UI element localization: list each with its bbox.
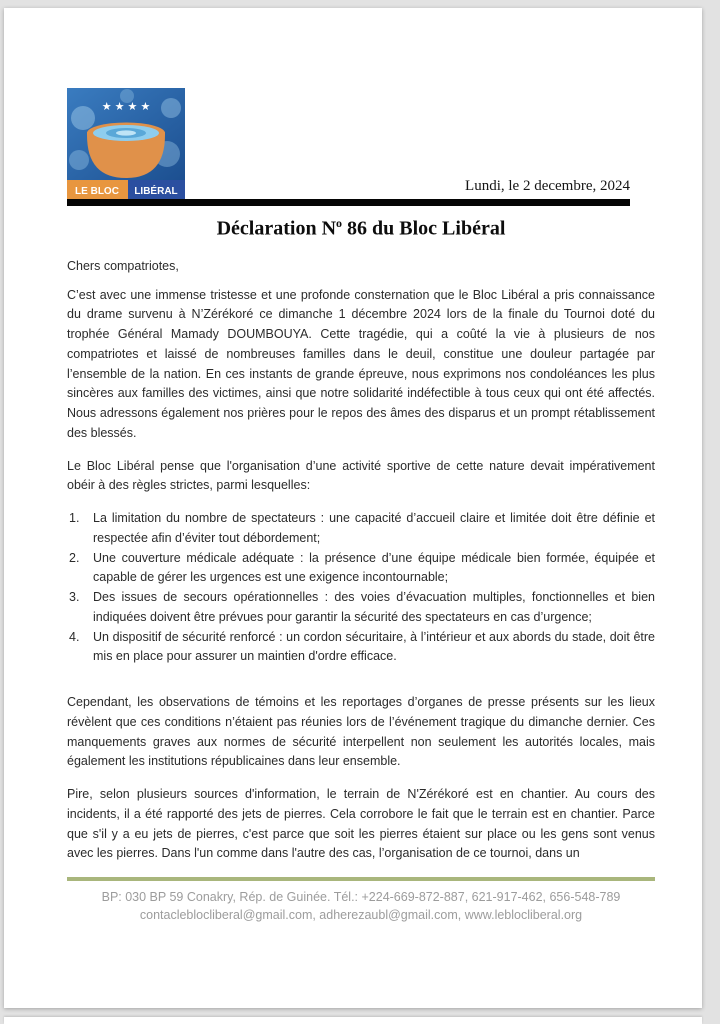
footer-contact bbox=[67, 888, 655, 924]
banner-text-liberal: LIBÉRAL bbox=[134, 186, 178, 197]
document-date: Lundi, le 2 decembre, 2024 bbox=[465, 178, 630, 194]
list-item-number: 2. bbox=[69, 550, 80, 565]
document-body bbox=[67, 216, 655, 924]
title-ordinal: o bbox=[336, 216, 343, 230]
logo-stars: ★ ★ ★ ★ bbox=[101, 101, 151, 113]
list-item-number: 3. bbox=[69, 590, 80, 605]
title-prefix: Déclaration N bbox=[216, 217, 337, 240]
footer-emails-website: contacleblocliberal@gmail.com, adherezaubl@gmail.com, www.leblocliberal.org bbox=[139, 907, 583, 922]
list-item-number: 1. bbox=[69, 511, 80, 526]
banner-text-le-bloc: LE BLOC bbox=[75, 186, 119, 197]
next-page-edge bbox=[4, 1017, 702, 1024]
salutation: Chers compatriotes, bbox=[67, 258, 179, 273]
list-item-number: 4. bbox=[69, 629, 80, 644]
paragraph-regles-intro: Le Bloc Libéral pense que l'organisation d’une activité sportive de cette nature devait impérativement obéir à des règles strictes, parmi lesquelles: bbox=[67, 458, 655, 493]
list-item-text: La limitation du nombre de spectateurs : une capacité d’accueil claire et limitée doit être définie et respectée afin d’éviter tout débordement; bbox=[93, 511, 655, 545]
title-suffix: 86 du Bloc Libéral bbox=[342, 217, 506, 240]
paragraph-condoleances: C’est avec une immense tristesse et une profonde consternation que le Bloc Libéral a pris connaissance du drame survenu à N’Zérékoré ce dimanche 1 décembre 2024 lors de la finale du Tournoi doté du trophée Général Mamady DOUMBOUYA. Cette tragédie, qui a coûté la vie à plusieurs de nos compatriotes et laissé de nombreuses familles dans le deuil, constitue une douleur partagée par l’ensemble de la nation. En ces instants de grande épreuve, nous exprimons nos condoléances les plus sincères aux familles des victimes, ainsi que notre solidarité indéfectible à tous ceux qui ont été affectés. Nous adressons également nos prières pour le repos des âmes des disparus et un prompt rétablissement des blessés. bbox=[67, 287, 655, 440]
list-item-text: Un dispositif de sécurité renforcé : un cordon sécuritaire, à l’intérieur et aux abords du stade, doit être mis en place pour assurer un maintien d'ordre efficace. bbox=[93, 629, 655, 664]
document-page bbox=[4, 8, 702, 1008]
footer-divider bbox=[67, 877, 655, 881]
list-item bbox=[69, 628, 655, 668]
list-item bbox=[69, 509, 655, 549]
list-item-text: Une couverture médicale adéquate : la présence d’une équipe médicale bien formée, équipée et capable de gérer les urgences est une exigence incontournable; bbox=[93, 550, 655, 585]
list-item-text: Des issues de secours opérationnelles : des voies d’évacuation multiples, fonctionnelles et bien indiquées doivent être prévues pour garantir la sécurité des spectateurs en cas d’urgence; bbox=[93, 590, 655, 624]
document-title bbox=[67, 216, 655, 241]
letterhead-rule bbox=[67, 199, 630, 206]
footer-address-phone: BP: 030 BP 59 Conakry, Rép. de Guinée. Tél.: +224-669-872-887, 621-917-462, 656-548-789 bbox=[101, 889, 621, 904]
letterhead bbox=[4, 8, 702, 206]
rules-list bbox=[67, 509, 655, 667]
list-item bbox=[69, 549, 655, 589]
logo-banner bbox=[67, 180, 185, 200]
paragraph-pire: Pire, selon plusieurs sources d'information, le terrain de N'Zérékoré est en chantier. Au cours des incidents, il a été rapporté des jets de pierres. Cela corrobore le fait que le terrain est en chantier. Parce que s'il y a eu jets de pierres, c'est parce que soit les pierres étaient sur place ou les gens sont venus avec les pierres. Dans l'un comme dans l'autre des cas, l’organisation de ce tournoi, dans un bbox=[67, 787, 655, 861]
list-item bbox=[69, 588, 655, 628]
paragraph-cependant: Cependant, les observations de témoins et les reportages d’organes de presse présents sur les lieux révèlent que ces conditions n’étaient pas réunies lors de l’événement tragique du dimanche dernier. Ces manquements graves aux normes de sécurité interpellent non seulement les autorités locales, mais également les institutions républicaines dans leur ensemble. bbox=[67, 695, 655, 769]
bloc-liberal-logo bbox=[67, 88, 185, 200]
